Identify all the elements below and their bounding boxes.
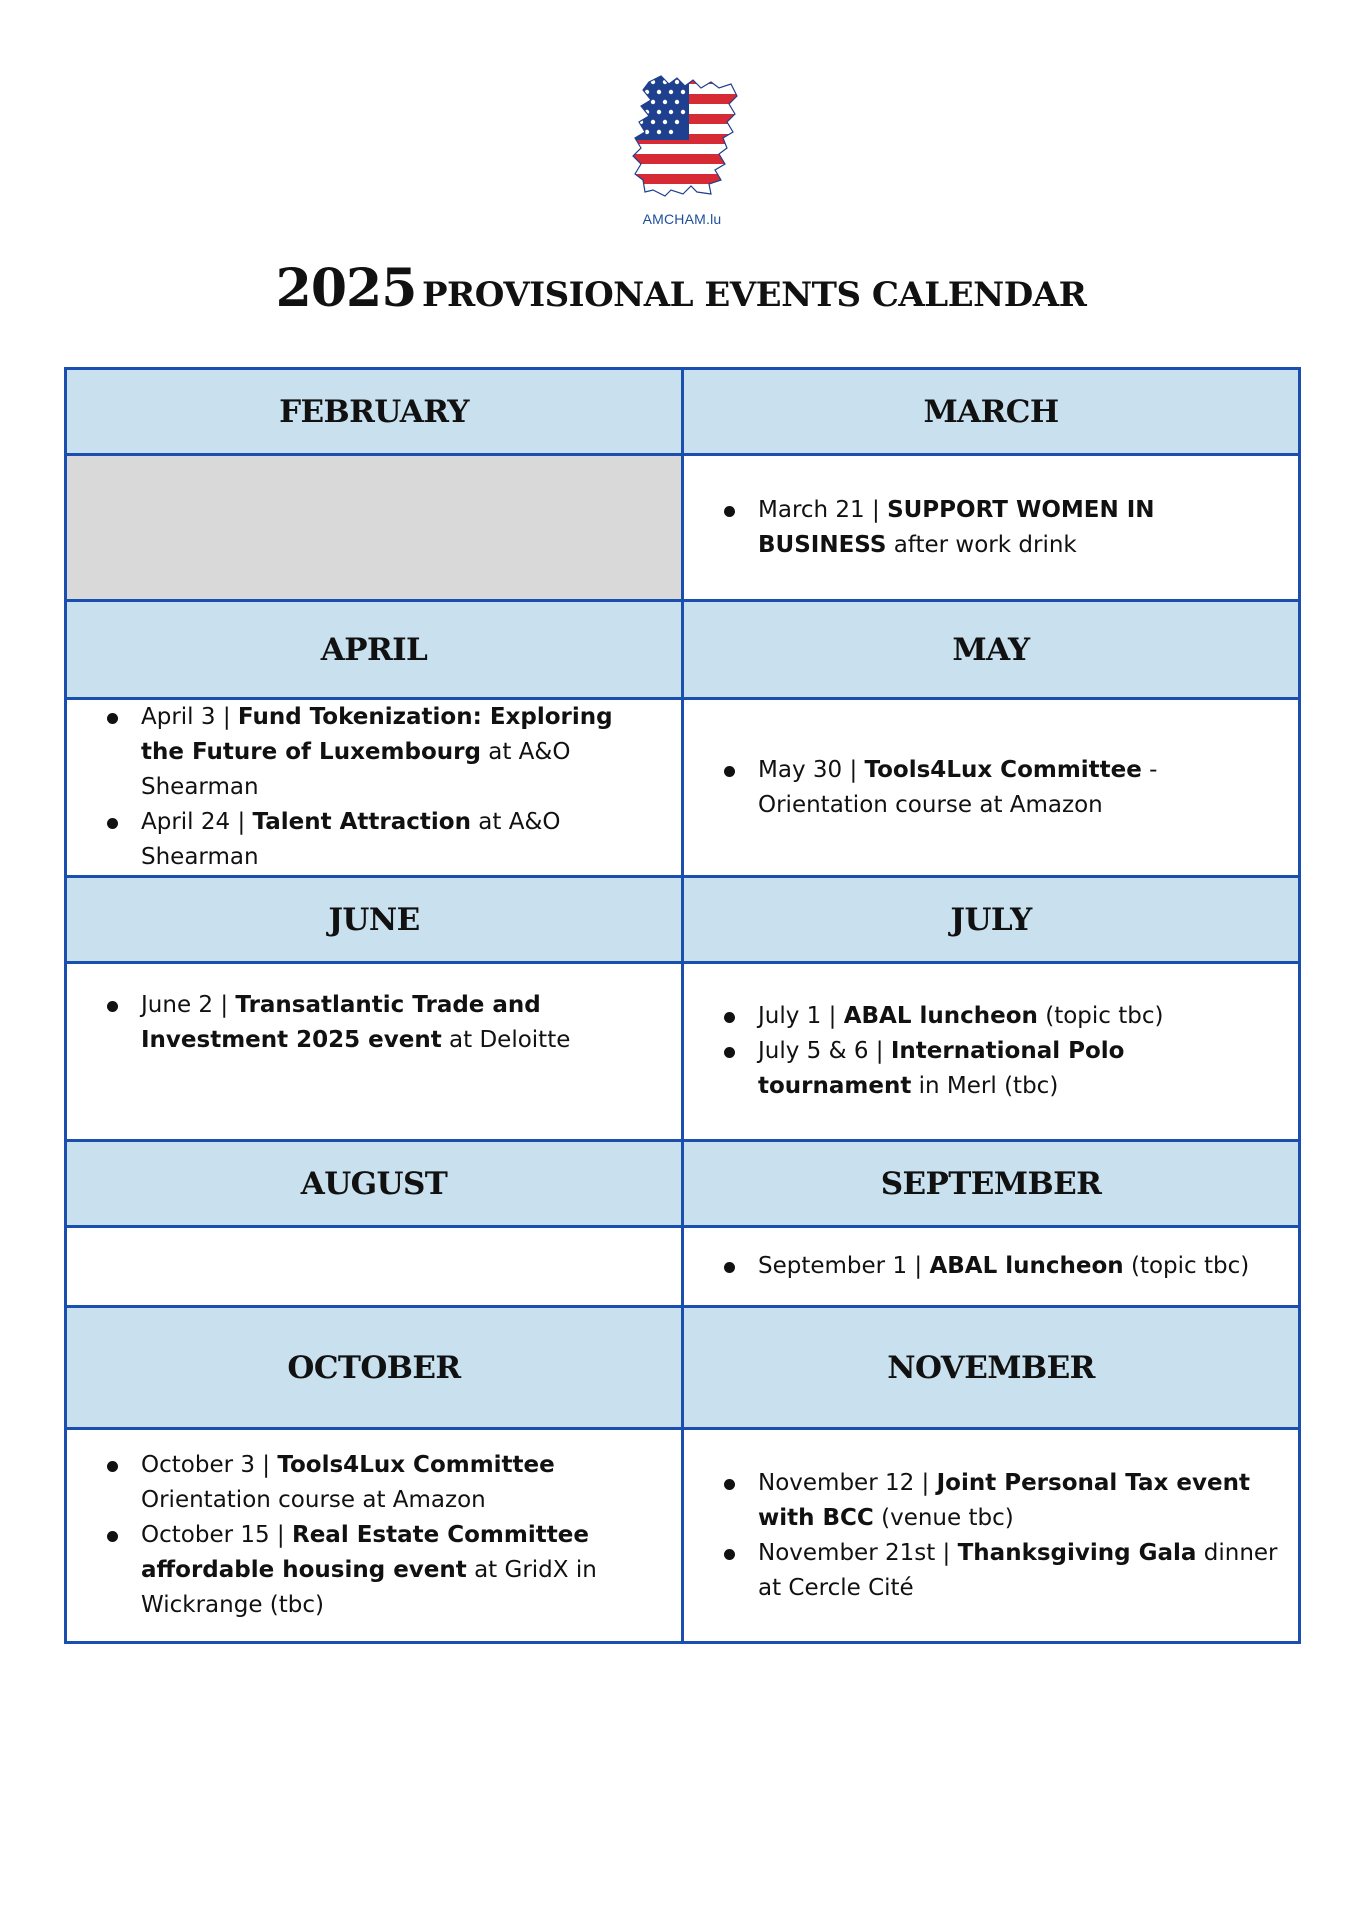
- month-header-row: [66, 1307, 1300, 1429]
- event-date: November 21st |: [758, 1539, 958, 1566]
- month-header-august: AUGUST: [66, 1141, 683, 1227]
- event-date: July 5 & 6 |: [758, 1038, 891, 1064]
- events-cell-may: [683, 699, 1300, 877]
- events-row: [66, 1227, 1300, 1307]
- event-details: in Merl (tbc): [911, 1073, 1059, 1099]
- event-details: Orientation course at Amazon: [141, 1487, 486, 1513]
- event-item: [141, 988, 661, 1058]
- event-details: after work drink: [886, 531, 1077, 558]
- event-list: [684, 1249, 1298, 1284]
- event-date: July 1 |: [758, 1003, 844, 1029]
- logo-text: AMCHAM.lu: [642, 211, 722, 227]
- page-title: [0, 258, 1362, 319]
- month-header-july: JULY: [683, 877, 1300, 963]
- event-details: at GridX in Wickrange (tbc): [141, 1557, 597, 1618]
- event-details: at A&O Shearman: [141, 809, 561, 870]
- event-item: [758, 493, 1278, 563]
- month-header-september: SEPTEMBER: [683, 1141, 1300, 1227]
- event-title: SUPPORT WOMEN IN BUSINESS: [758, 496, 1155, 558]
- event-title: International Polo tournament: [758, 1038, 1125, 1099]
- event-details: (topic tbc): [1123, 1253, 1250, 1279]
- lion-flag-logo: [631, 74, 741, 198]
- event-title: Joint Personal Tax event with BCC: [758, 1469, 1250, 1531]
- event-title: Real Estate Committee affordable housing event: [141, 1522, 589, 1583]
- title-year: 2025: [275, 258, 417, 319]
- event-item: [758, 753, 1278, 823]
- event-title: ABAL luncheon: [843, 1003, 1038, 1029]
- events-row: [66, 699, 1300, 877]
- event-date: March 21 |: [758, 496, 888, 523]
- event-details: dinner at Cercle Cité: [758, 1539, 1278, 1601]
- events-cell-october: [66, 1429, 683, 1643]
- events-cell-june: [66, 963, 683, 1141]
- month-header-october: OCTOBER: [66, 1307, 683, 1429]
- month-header-march: MARCH: [683, 369, 1300, 455]
- events-row: [66, 1429, 1300, 1643]
- event-date: April 24 |: [141, 809, 253, 835]
- event-date: October 3 |: [141, 1452, 278, 1478]
- events-cell-september: [683, 1227, 1300, 1307]
- events-cell-february: [66, 455, 683, 601]
- event-list: [684, 753, 1298, 823]
- month-header-row: [66, 1141, 1300, 1227]
- events-row: [66, 455, 1300, 601]
- event-title: Thanksgiving Gala: [957, 1539, 1197, 1566]
- event-item: [758, 999, 1278, 1034]
- event-item: [758, 1034, 1278, 1104]
- event-title: Tools4Lux Committee: [864, 756, 1142, 783]
- event-list: [67, 988, 681, 1058]
- month-header-may: MAY: [683, 601, 1300, 699]
- event-details: - Orientation course at Amazon: [758, 756, 1158, 818]
- event-item: [758, 1536, 1278, 1606]
- month-header-row: [66, 877, 1300, 963]
- events-cell-april: [66, 699, 683, 877]
- event-date: June 2 |: [141, 992, 236, 1018]
- event-date: November 12 |: [758, 1469, 937, 1496]
- event-item: [758, 1249, 1278, 1284]
- event-item: [141, 805, 661, 875]
- title-text: PROVISIONAL EVENTS CALENDAR: [421, 275, 1087, 315]
- event-title: Talent Attraction: [252, 809, 471, 835]
- event-item: [141, 1448, 661, 1518]
- month-header-november: NOVEMBER: [683, 1307, 1300, 1429]
- event-title: ABAL luncheon: [929, 1253, 1124, 1279]
- event-list: [67, 1448, 681, 1623]
- event-item: [758, 1466, 1278, 1536]
- event-date: September 1 |: [758, 1253, 930, 1279]
- event-list: [684, 493, 1298, 563]
- event-date: April 3 |: [141, 704, 238, 730]
- event-details: at Deloitte: [441, 1027, 571, 1053]
- event-item: [141, 1518, 661, 1623]
- event-title: Tools4Lux Committee: [277, 1452, 555, 1478]
- event-details: (topic tbc): [1037, 1003, 1164, 1029]
- event-title: Fund Tokenization: Exploring the Future of Luxembourg: [141, 704, 613, 765]
- event-list: [684, 1466, 1298, 1606]
- month-header-row: [66, 601, 1300, 699]
- events-calendar-table: [64, 367, 1301, 1644]
- events-cell-november: [683, 1429, 1300, 1643]
- event-title: Transatlantic Trade and Investment 2025 event: [141, 992, 541, 1053]
- event-list: [684, 999, 1298, 1104]
- month-header-april: APRIL: [66, 601, 683, 699]
- events-row: [66, 963, 1300, 1141]
- event-details: at A&O Shearman: [141, 739, 571, 800]
- month-header-february: FEBRUARY: [66, 369, 683, 455]
- events-cell-july: [683, 963, 1300, 1141]
- event-item: [141, 700, 661, 805]
- month-header-row: [66, 369, 1300, 455]
- event-list: [67, 700, 681, 875]
- event-date: October 15 |: [141, 1522, 292, 1548]
- event-date: May 30 |: [758, 756, 865, 783]
- event-details: (venue tbc): [873, 1504, 1014, 1531]
- events-cell-august: [66, 1227, 683, 1307]
- month-header-june: JUNE: [66, 877, 683, 963]
- events-cell-march: [683, 455, 1300, 601]
